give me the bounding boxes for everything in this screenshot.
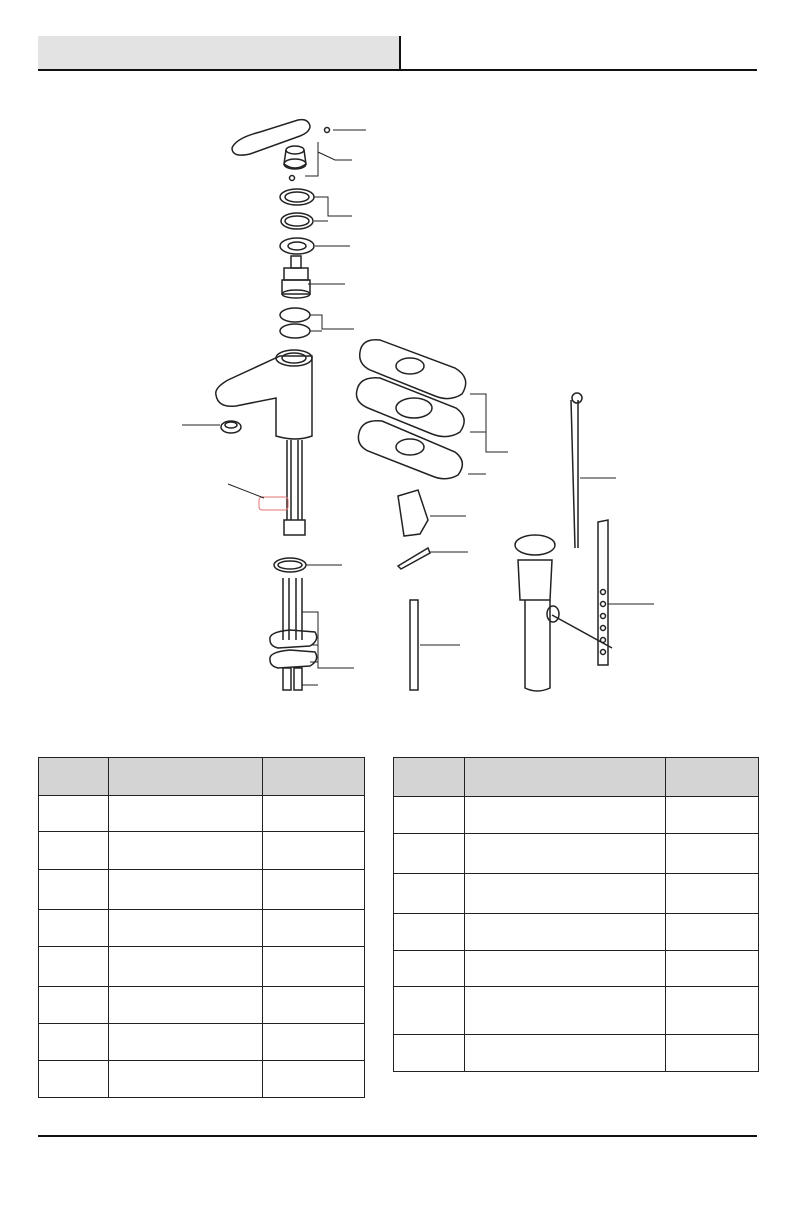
table-cell xyxy=(394,987,465,1035)
table-cell xyxy=(394,951,465,987)
table-cell xyxy=(109,1061,263,1098)
header-cell xyxy=(666,758,759,797)
table-cell xyxy=(39,796,109,832)
table-cell xyxy=(39,1061,109,1098)
extension-tool xyxy=(410,600,418,690)
table-cell xyxy=(394,914,465,951)
header-cell xyxy=(394,758,465,797)
aerator xyxy=(221,421,241,433)
table-cell xyxy=(464,834,666,874)
table-cell xyxy=(39,1024,109,1061)
table-cell xyxy=(109,832,263,870)
table-cell xyxy=(39,910,109,947)
table-cell xyxy=(666,874,759,914)
table-cell xyxy=(39,947,109,987)
gasket-ring xyxy=(274,558,306,572)
table-cell xyxy=(109,910,263,947)
table-cell xyxy=(394,797,465,834)
table-cell xyxy=(464,797,666,834)
table-cell xyxy=(464,1035,666,1072)
table-cell xyxy=(39,870,109,910)
table-cell xyxy=(109,947,263,987)
highlight-callout xyxy=(259,497,288,510)
table-cell xyxy=(666,987,759,1035)
table-row xyxy=(39,947,365,987)
header-cell xyxy=(109,758,263,796)
handle-adapter xyxy=(284,146,306,181)
table-cell xyxy=(263,1061,365,1098)
header-cell xyxy=(263,758,365,796)
table-cell xyxy=(263,796,365,832)
table-cell xyxy=(394,874,465,914)
table-row xyxy=(394,874,759,914)
table-row xyxy=(394,797,759,834)
table-cell xyxy=(666,797,759,834)
set-screw xyxy=(325,128,330,133)
table-cell xyxy=(666,834,759,874)
footer-rule xyxy=(38,1135,757,1137)
mounting-rods xyxy=(270,578,317,690)
table-cell xyxy=(39,987,109,1024)
bonnet-nut xyxy=(280,238,314,254)
parts-table-right xyxy=(393,757,759,1072)
table-cell xyxy=(263,870,365,910)
clevis-strap xyxy=(598,520,608,665)
table-cell xyxy=(666,914,759,951)
table-cell xyxy=(464,951,666,987)
supply-lines xyxy=(284,440,305,535)
table-row xyxy=(394,987,759,1035)
o-ring-upper xyxy=(281,213,313,229)
table-cell xyxy=(39,832,109,870)
table-cell xyxy=(464,987,666,1035)
seal-rings xyxy=(280,308,310,338)
table-cell xyxy=(109,796,263,832)
table-cell xyxy=(263,947,365,987)
table-row xyxy=(394,951,759,987)
table-header-row xyxy=(39,758,365,796)
faucet-body xyxy=(216,350,312,439)
table-row xyxy=(394,914,759,951)
table-cell xyxy=(394,1035,465,1072)
dome-cap xyxy=(280,189,314,205)
lift-rod xyxy=(571,393,582,548)
parts-table-left xyxy=(38,757,365,1098)
table-row xyxy=(39,870,365,910)
table-cell xyxy=(263,832,365,870)
deck-plate-top xyxy=(360,340,466,399)
table-header-row xyxy=(394,758,759,797)
table-row xyxy=(39,1024,365,1061)
table-cell xyxy=(394,834,465,874)
table-cell xyxy=(109,987,263,1024)
handle-lever xyxy=(232,120,310,156)
table-cell xyxy=(464,874,666,914)
table-cell xyxy=(464,914,666,951)
table-row xyxy=(39,796,365,832)
table-cell xyxy=(666,1035,759,1072)
table-cell xyxy=(109,1024,263,1061)
table-cell xyxy=(263,910,365,947)
mounting-nut-tool xyxy=(398,490,428,536)
header-cell xyxy=(464,758,666,797)
hex-key xyxy=(398,548,430,569)
table-cell xyxy=(666,951,759,987)
cartridge xyxy=(282,256,310,298)
table-cell xyxy=(263,987,365,1024)
table-row xyxy=(39,832,365,870)
table-row xyxy=(39,987,365,1024)
table-row xyxy=(39,1061,365,1098)
header-cell xyxy=(39,758,109,796)
table-row xyxy=(39,910,365,947)
table-cell xyxy=(263,1024,365,1061)
deck-plate-bottom xyxy=(358,421,462,479)
table-row xyxy=(394,1035,759,1072)
table-cell xyxy=(109,870,263,910)
table-row xyxy=(394,834,759,874)
